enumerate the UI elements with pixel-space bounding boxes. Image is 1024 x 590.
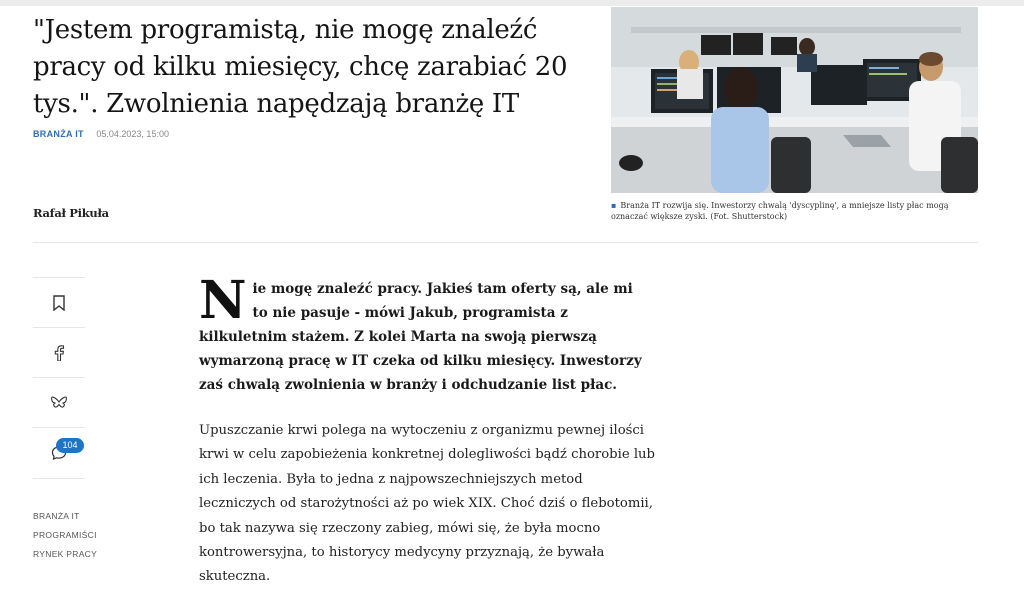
bluesky-share-button[interactable]: [33, 377, 85, 428]
office-scene-illustration: [611, 7, 978, 193]
butterfly-icon: [51, 396, 67, 410]
tag-link[interactable]: PROGRAMIŚCI: [33, 530, 97, 540]
tag-list: [33, 511, 97, 568]
comment-count-badge[interactable]: 104: [56, 438, 84, 453]
publish-date: 05.04.2023, 15:00: [96, 129, 169, 139]
caption-bullet: ▪: [611, 201, 617, 210]
tag-link[interactable]: RYNEK PRACY: [33, 549, 98, 559]
facebook-icon: [53, 345, 65, 361]
article-photo: [611, 7, 978, 193]
article-paragraph: Upuszczanie krwi polega na wytoczeniu z organizmu pewnej ilości krwi w celu zapobieżenia konkretnej dolegliwości bądź chorobie lub ich leczenia. Była to jedna z najpowszechniejszych metod leczniczych od starożytności aż po wiek XIX. Choć dziś o flebotomii, bo tak nazywa się rzeczony zabieg, mówi się, że była mocno kontrowersyjna, to historycy medycyny przyznają, że bywała skuteczna.: [199, 423, 655, 585]
article-meta: [33, 129, 169, 139]
article-lead: [199, 270, 649, 397]
article-title: "Jestem programistą, nie mogę znaleźć pracy od kilku miesięcy, chcę zarabiać 20 tys.". Zwolnienia napędzają branżę IT: [33, 15, 568, 119]
category-link[interactable]: BRANŻA IT: [33, 129, 84, 139]
comments-button[interactable]: [33, 427, 85, 479]
drop-cap: N: [199, 270, 247, 331]
top-bar: [0, 0, 1024, 6]
image-caption: [611, 200, 981, 222]
lead-text: ie mogę znaleźć pracy. Jakieś tam oferty są, ale mi to nie pasuje - mówi Jakub, programista z kilkuletnim stażem. Z kolei Marta na swoją pierwszą wymarzoną pracę w IT czeka od kilku miesięcy. Inwestorzy zaś chwalą zwolnienia w branży i odchudzanie list płac.: [199, 281, 642, 393]
bookmark-button[interactable]: [33, 277, 85, 328]
tag-link[interactable]: BRANŻA IT: [33, 511, 80, 521]
caption-text: Branża IT rozwija się. Inwestorzy chwalą 'dyscyplinę', a mniejsze listy płac mogą oznaczać większe zyski. (Fot. Shutterstock): [611, 201, 949, 221]
facebook-share-button[interactable]: [33, 327, 85, 378]
bookmark-icon: [52, 295, 66, 311]
header-divider: [33, 242, 978, 243]
author-name[interactable]: Rafał Pikuła: [33, 206, 109, 220]
